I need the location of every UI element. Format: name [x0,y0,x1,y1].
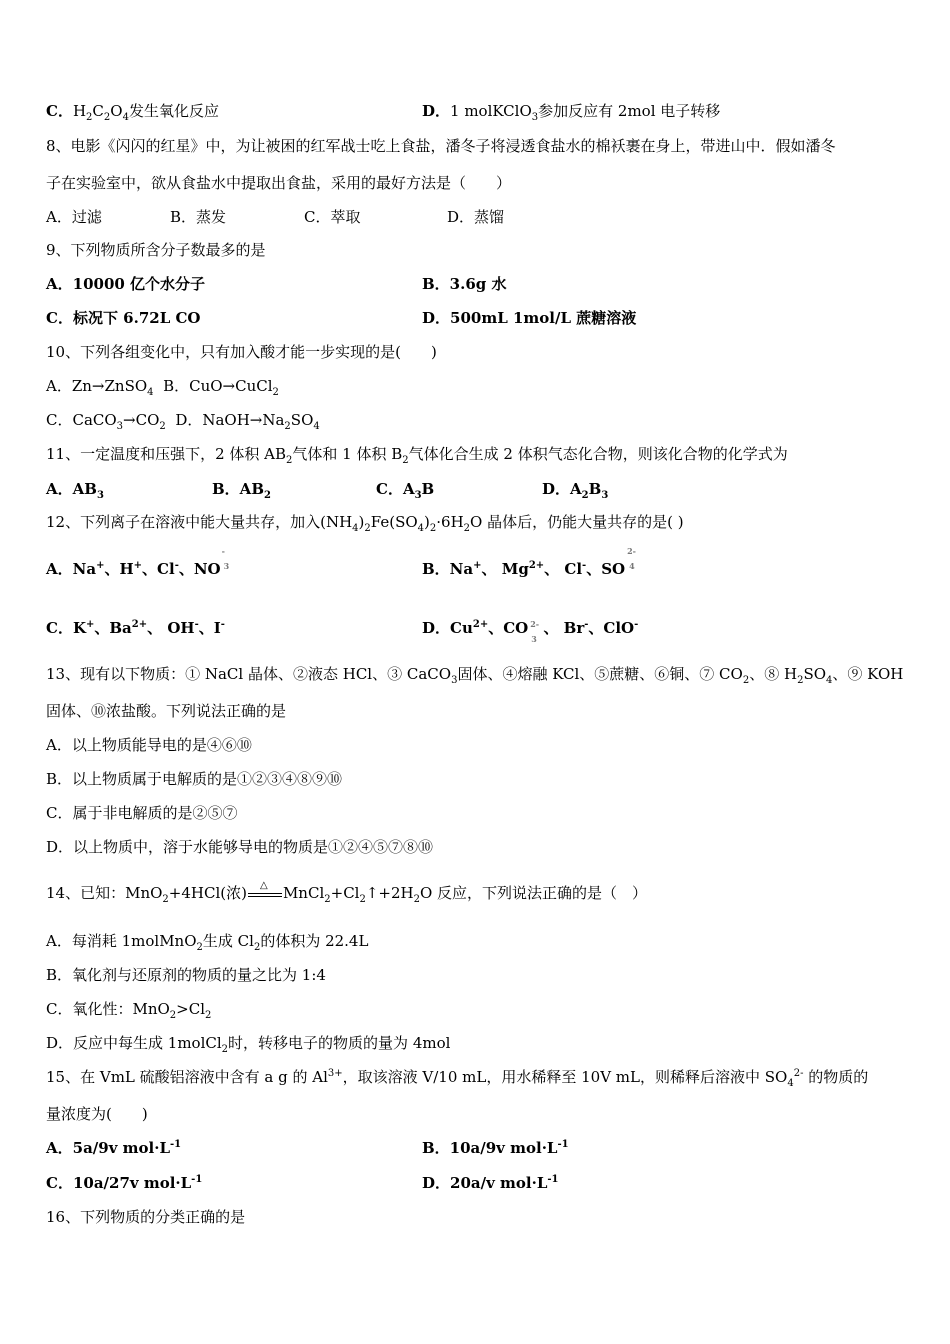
q12-option-c: C．K+、$Ba^{2+}$、 OH-、I- [46,619,225,637]
q12-option-a: A．Na+、H+、Cl-、NO - 3 [46,546,230,578]
q15-option-c: C．10a/27v $mol\cdot L^{-1}$ [46,1174,203,1192]
q14-option-c: C．氧化性：$MnO_2>Cl_2$ [46,1000,212,1021]
q9-option-a: A．10000 亿个水分子 [46,275,206,293]
q13-stem-line2: 固体、⑩浓盐酸。下列说法正确的是 [46,702,287,720]
heating-equals-arrow: △ [248,884,282,904]
q15-option-a: A．5a/9v $mol\cdot L^{-1}$ [46,1139,182,1157]
q15-stem-line1: 15、在 VmL 硫酸铝溶液中含有 a g 的 $Al^{3+}$，取该溶液 V/10 mL，用水稀释至 10V mL，则稀释后溶液中 $SO_4^{2-}$ 的物质的 [46,1068,869,1089]
q7-option-d: D．1 molKClO$_3$参加反应有 2mol 电子转移 [422,102,721,123]
q13-option-b: B．以上物质属于电解质的是①②③④⑧⑨⑩ [46,770,343,788]
q12-options-row2 [46,618,639,644]
q8-option-a: A．过滤 [46,208,102,226]
q14-stem: 14、已知：MnO$_2$+4HCl(浓) △ $MnCl_2+Cl_2↑+2H_2O$ 反应，下列说法正确的是（ ） [46,880,648,905]
q11-option-a: A．$AB_3$ [46,480,104,501]
q7-option-c-text: 发生氧化反应 [128,102,219,120]
q12-options-row1 [46,546,636,579]
q11-option-b: B．$AB_2$ [212,480,271,501]
q9-option-d: D．500mL 1mol/L 蔗糖溶液 [422,309,637,327]
q15-options-row1 [46,1138,569,1158]
q13-option-c: C．属于非电解质的是②⑤⑦ [46,804,238,822]
q13-option-a: A．以上物质能导电的是④⑥⑩ [46,736,252,754]
q8-option-b: B．蒸发 [170,208,227,226]
q9-option-b: B．3.6g 水 [422,275,507,293]
q9-options-row1 [46,274,507,294]
q14-option-a: A．每消耗 1molMnO$_2$生成 $Cl_2$的体积为 22.4L [46,932,369,953]
q8-stem-line2: 子在实验室中，欲从食盐水中提取出食盐，采用的最好方法是（ ） [46,174,512,192]
q15-options-row2 [46,1173,559,1193]
q10-option-b: B．CuO→CuCl$_2$ [163,377,279,398]
q12-stem: 12、下列离子在溶液中能大量共存，加入$(NH_4)_2Fe(SO_4)_2\cdot 6H_2O$ 晶体后，仍能大量共存的是( ) [46,513,684,534]
q10-stem: 10、下列各组变化中，只有加入酸才能一步实现的是( ) [46,343,437,361]
q12-option-d: D．$Cu^{2+}$、CO 2- 3 、 Br-、ClO- [422,619,639,644]
q11-option-d: D．$A_2B_3$ [542,480,609,501]
q11-options-row [46,479,609,501]
q15-option-d: D．20a/v $mol\cdot L^{-1}$ [422,1174,559,1192]
q14-option-d: D．反应中每生成 1molCl$_2$时，转移电子的物质的量为 4mol [46,1034,451,1055]
q12-option-b: B．Na+、 $Mg^{2+}$、 Cl-、SO 2- 4 [422,546,636,578]
q8-stem-line1: 8、电影《闪闪的红星》中，为让被困的红军战士吃上食盐，潘冬子将浸透食盐水的棉袄裹在身上，带进山中．假如潘冬 [46,137,836,155]
q7-options-row [46,101,721,123]
q9-options-row2 [46,308,637,328]
q7-option-c-label: C． [46,102,73,120]
q9-stem: 9、下列物质所含分子数最多的是 [46,241,266,259]
q8-option-d: D．蒸馏 [447,208,505,226]
q13-option-d: D．以上物质中，溶于水能够导电的物质是①②④⑤⑦⑧⑩ [46,838,434,856]
q11-option-c: C．$A_3B$ [376,480,435,501]
q14-option-b: B．氧化剂与还原剂的物质的量之比为 1:4 [46,966,326,984]
q13-stem-line1: 13、现有以下物质：① NaCl 晶体、②液态 HCl、③ CaCO$_3$固体、④熔融 KCl、⑤蔗糖、⑥铜、⑦ $CO_2$、⑧ $H_2SO_4$、⑨ KOH [46,665,904,686]
q10-option-c: C．$CaCO_3\to CO_2$ [46,411,166,432]
q8-option-c: C．萃取 [304,208,361,226]
q8-options-row [46,207,505,227]
q10-option-a: A．Zn→ZnSO$_4$ [46,377,154,398]
q9-option-c: C．标况下 6.72L CO [46,309,201,327]
q15-option-b: B．10a/9v $mol\cdot L^{-1}$ [422,1139,569,1157]
q10-option-d: D．$NaOH\to Na_2SO_4$ [175,411,320,432]
q11-stem: 11、一定温度和压强下，2 体积 $AB_2$气体和 1 体积 $B_2$气体化合生成 2 体积气态化合物，则该化合物的化学式为 [46,445,788,466]
q16-stem: 16、下列物质的分类正确的是 [46,1208,246,1226]
q15-stem-line2: 量浓度为( ) [46,1105,148,1123]
q7-option-c-formula: $H_2C_2O_4$ [72,102,129,123]
q10-options-row1 [46,376,279,396]
q10-options-row2 [46,410,320,430]
